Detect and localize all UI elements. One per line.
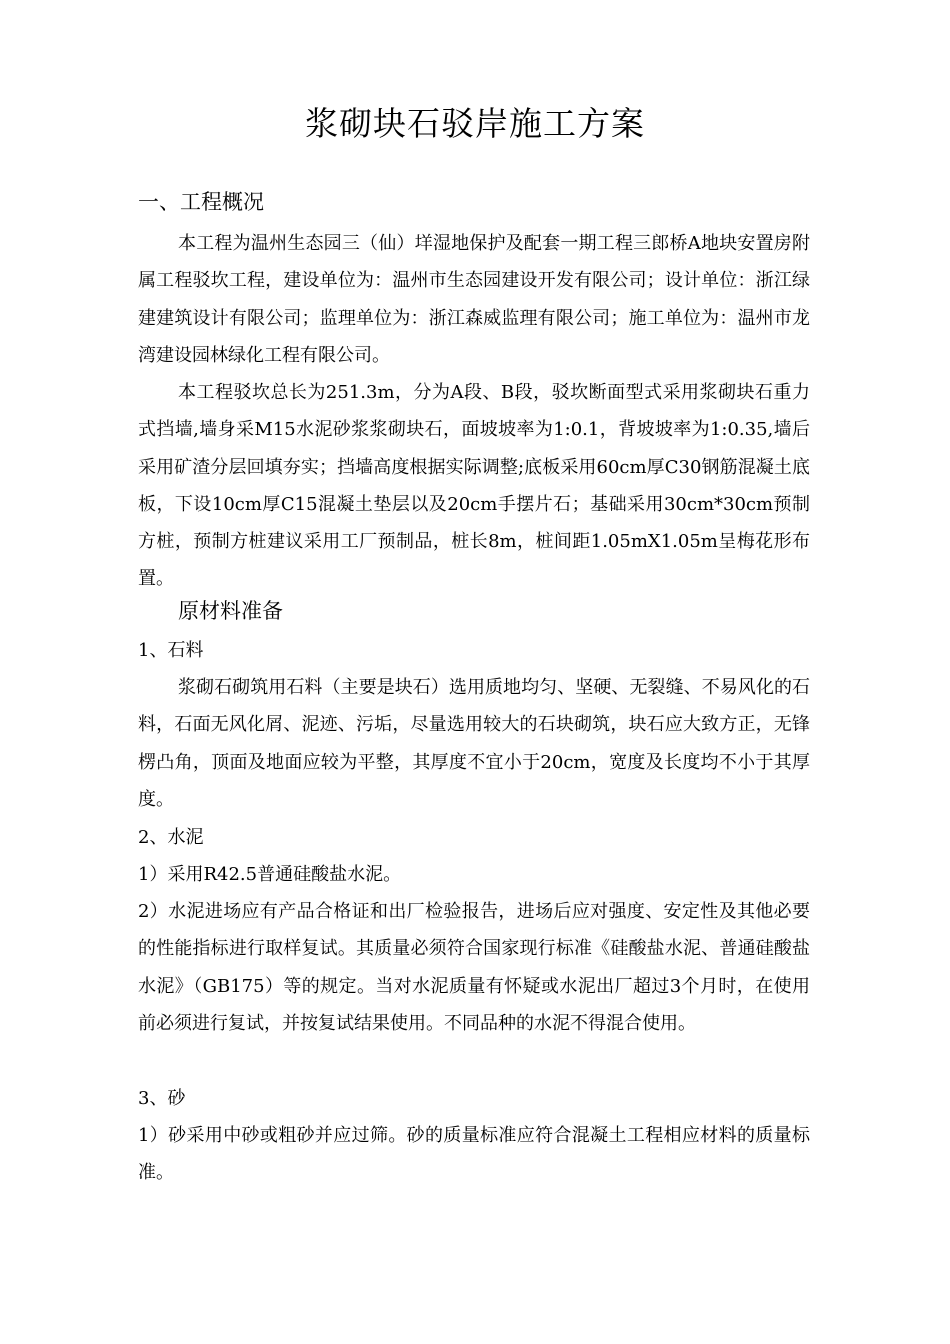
stone-paragraph: 浆砌石砌筑用石料（主要是块石）选用质地均匀、坚硬、无裂缝、不易风化的石料，石面无风化屑、泥迹、污垢，尽量选用较大的石块砌筑，块石应大致方正，无锋楞凸角，顶面及地面应较为平整，其厚度不宜小于20cm，宽度及长度均不小于其厚度。	[138, 677, 810, 810]
subheading-sand: 3、砂	[138, 1088, 186, 1109]
subheading-cement: 2、水泥	[138, 827, 204, 848]
cement-item-1: 1）采用R42.5普通硅酸盐水泥。	[138, 864, 402, 885]
sand-item-1: 1）砂采用中砂或粗砂并应过筛。砂的质量标准应符合混凝土工程相应材料的质量标准。	[138, 1125, 810, 1184]
cement-item-2: 2）水泥进场应有产品合格证和出厂检验报告，进场后应对强度、安定性及其他必要的性能指标进行取样复试。其质量必须符合国家现行标准《硅酸盐水泥、普通硅酸盐水泥》（GB175）等的规定。当对水泥质量有怀疑或水泥出厂超过3个月时，在使用前必须进行复试，并按复试结果使用。不同品种的水泥不得混合使用。	[138, 901, 810, 1034]
overview-paragraph-1: 本工程为温州生态园三（仙）垟湿地保护及配套一期工程三郎桥A地块安置房附属工程驳坎工程，建设单位为：温州市生态园建设开发有限公司；设计单位：浙江绿建建筑设计有限公司；监理单位为：浙江森威监理有限公司；施工单位为：温州市龙湾建设园林绿化工程有限公司。	[138, 233, 810, 366]
overview-paragraph-2: 本工程驳坎总长为251.3m，分为A段、B段，驳坎断面型式采用浆砌块石重力式挡墙,墙身采M15水泥砂浆浆砌块石，面坡坡率为1:0.1，背坡坡率为1:0.35,墙后采用矿渣分层回填夯实；挡墙高度根据实际调整;底板采用60cm厚C30钢筋混凝土底板，下设10cm厚C15混凝土垫层以及20cm手摆片石；基础采用30cm*30cm预制方桩，预制方桩建议采用工厂预制品，桩长8m，桩间距1.05mX1.05m呈梅花形布置。	[138, 382, 810, 590]
section-heading-overview: 一、工程概况	[138, 190, 264, 214]
document-title: 浆砌块石驳岸施工方案	[305, 104, 645, 143]
section-heading-materials: 原材料准备	[178, 599, 283, 623]
subheading-stone: 1、石料	[138, 640, 204, 661]
